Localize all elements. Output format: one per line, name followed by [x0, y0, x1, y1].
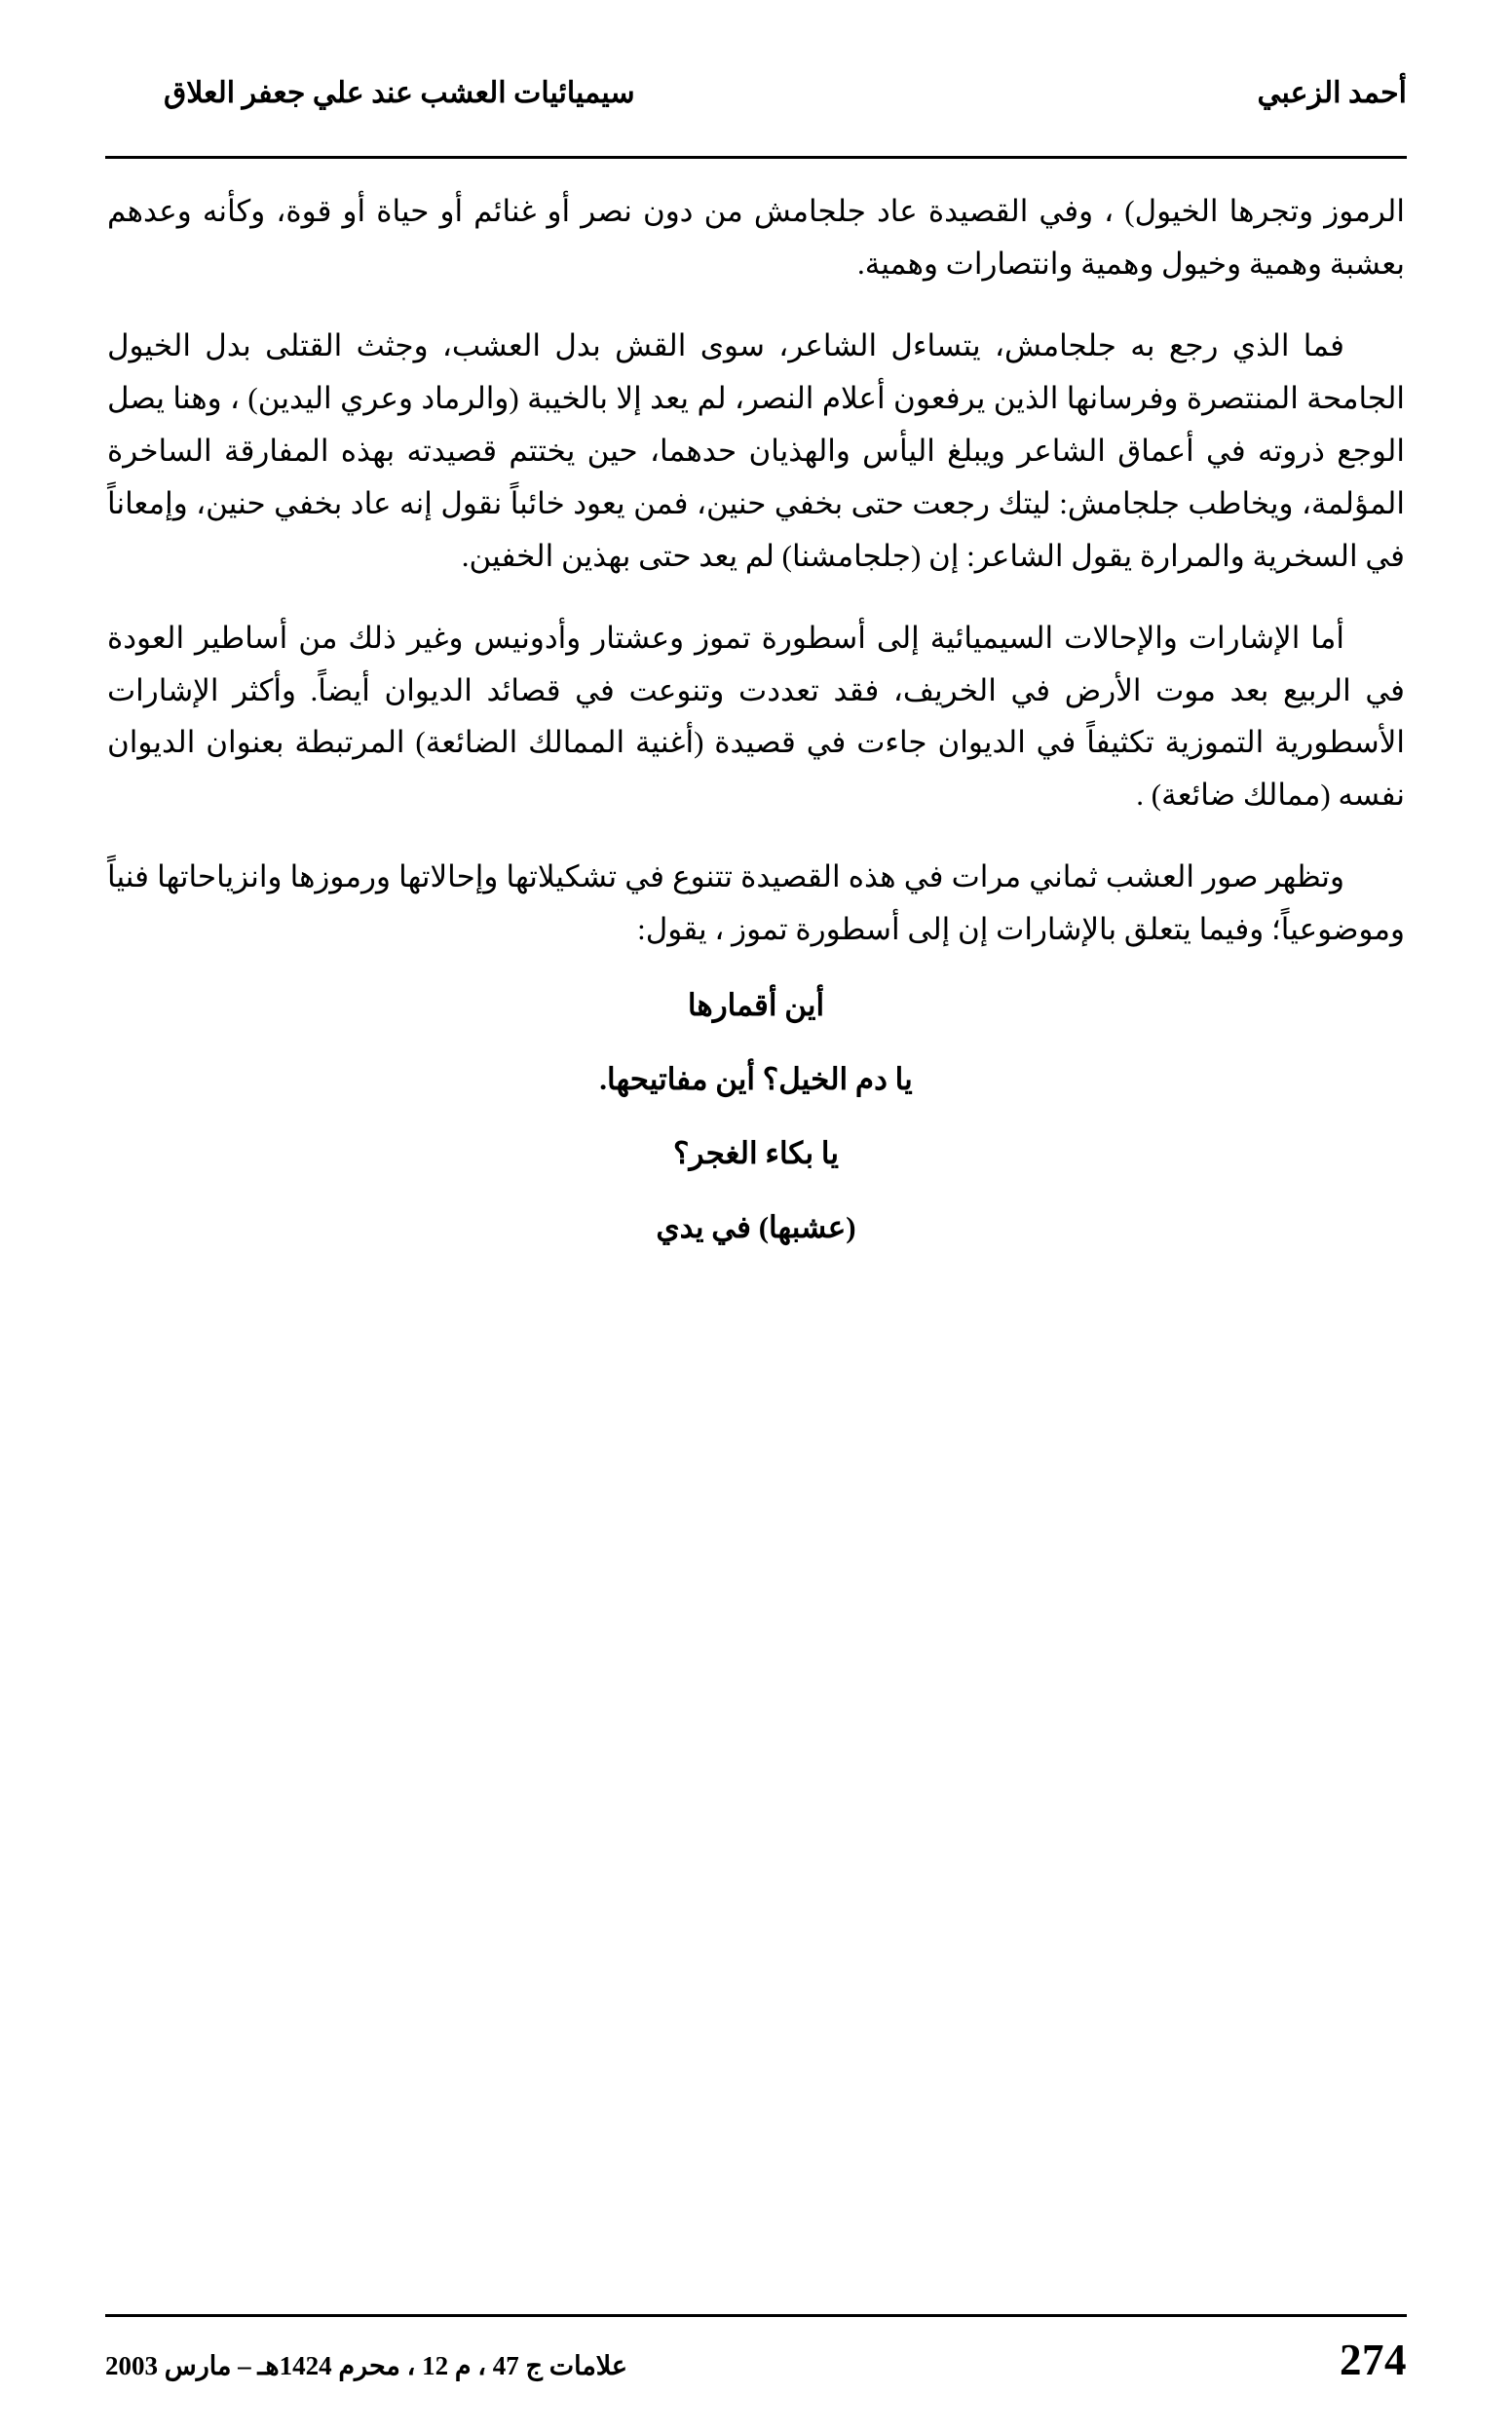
body-paragraph: أما الإشارات والإحالات السيميائية إلى أسطورة تموز وعشتار وأدونيس وغير ذلك من أساطير العودة في الربيع بعد موت الأرض في الخريف، فقد تعددت وتنوعت في قصائد الديوان أيضاً. وأكثر الإشارات الأسطورية التموزية تكثيفاً في الديوان جاءت في قصيدة (أغنية الممالك الضائعة) المرتبطة بعنوان الديوان نفسه (ممالك ضائعة) . — [107, 620, 1405, 813]
page-footer — [105, 2335, 1407, 2385]
verse-block — [107, 985, 1405, 1247]
body-paragraph: وتظهر صور العشب ثماني مرات في هذه القصيدة تتنوع في تشكيلاتها وإحالاتها ورموزها وانزياحاتها فنياً وموضوعياً؛ وفيما يتعلق بالإشارات إن إلى أسطورة تموز ، يقول: — [107, 859, 1405, 947]
page-body — [107, 185, 1405, 1281]
verse-line: يا دم الخيل؟ أين مفاتيحها. — [599, 1062, 913, 1097]
footer-divider — [105, 2314, 1407, 2317]
page-header — [105, 76, 1407, 110]
page-number: 274 — [1340, 2336, 1407, 2384]
body-paragraph: فما الذي رجع به جلجامش، يتساءل الشاعر، سوى القش بدل العشب، وجثث القتلى بدل الخيول الجامحة المنتصرة وفرسانها الذين يرفعون أعلام النصر، لم يعد إلا بالخيبة (والرماد وعري اليدين) ، وهنا يصل الوجع ذروته في أعماق الشاعر ويبلغ اليأس والهذيان حدهما، حين يختتم قصيدته بهذه المفارقة الساخرة المؤلمة، ويخاطب جلجامش: ليتك رجعت حتى بخفي حنين، فمن يعود خائباً نقول إنه عاد بخفي حنين، وإمعاناً في السخرية والمرارة يقول الشاعر: إن (جلجامشنا) لم يعد حتى بهذين الخفين. — [107, 327, 1405, 573]
verse-line: يا بكاء الغجر؟ — [673, 1135, 839, 1170]
verse-line: (عشبها) في يدي — [656, 1209, 856, 1244]
header-author: أحمد الزعبي — [1257, 77, 1407, 109]
header-divider — [105, 156, 1407, 159]
body-paragraph: الرموز وتجرها الخيول) ، وفي القصيدة عاد جلجامش من دون نصر أو غنائم أو حياة أو قوة، وكأنه وعدهم بعشبة وهمية وخيول وهمية وانتصارات وهمية. — [107, 194, 1405, 281]
verse-line: أين أقمارها — [687, 988, 825, 1023]
footer-source: علامات ج 47 ، م 12 ، محرم 1424هـ – مارس 2003 — [105, 2351, 628, 2380]
header-title: سيميائيات العشب عند علي جعفر العلاق — [164, 77, 635, 109]
